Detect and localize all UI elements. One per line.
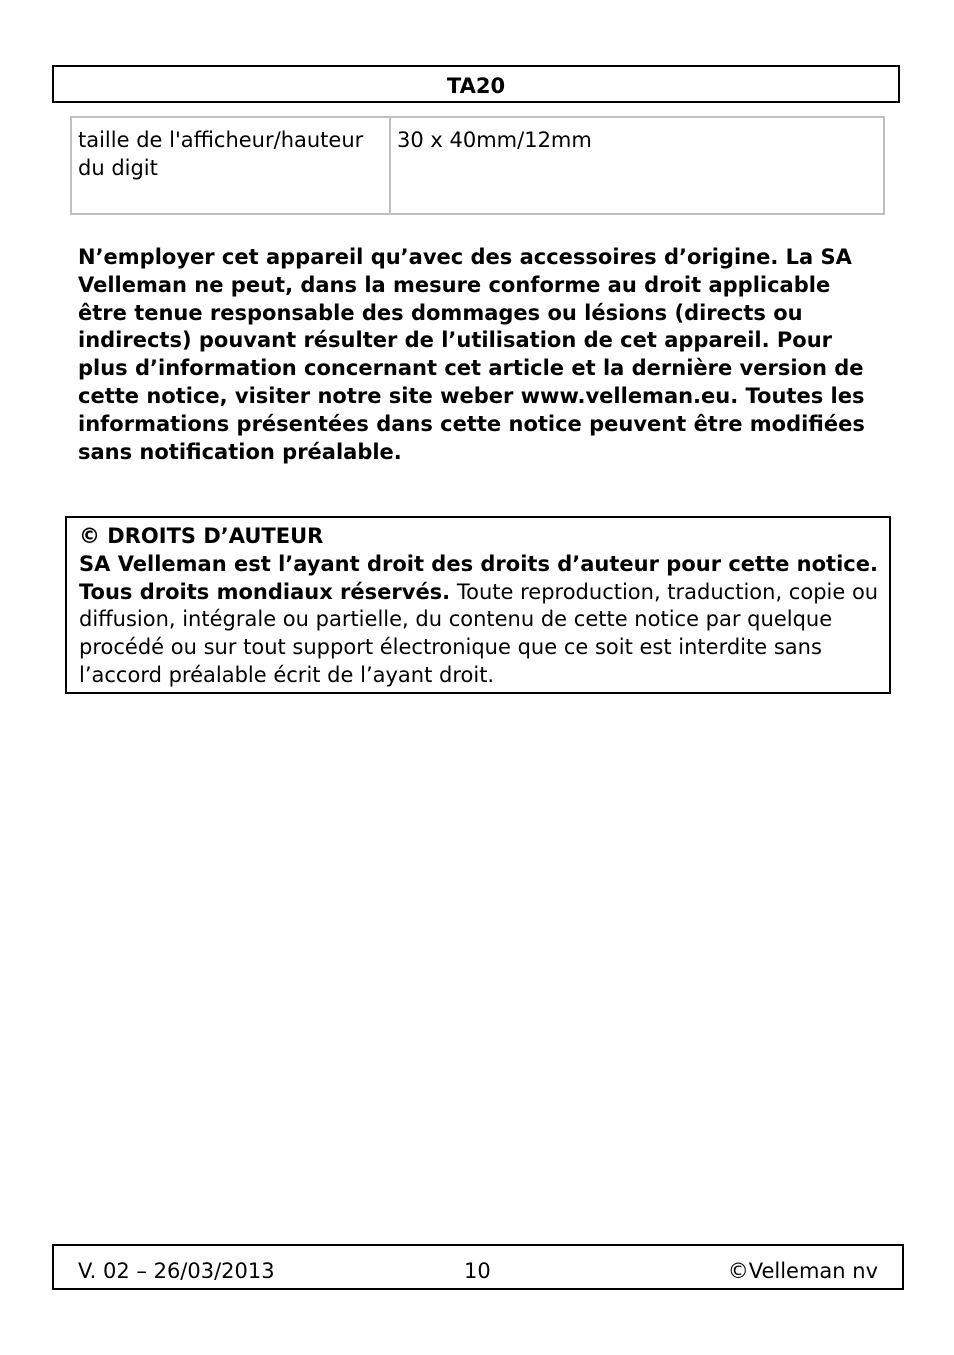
table-row xyxy=(71,117,884,214)
footer-version: V. 02 – 26/03/2013 xyxy=(78,1259,275,1283)
model-title: TA20 xyxy=(446,74,506,98)
copyright-body-text: Toute reproduction, traduction, copie ou diffusion, intégrale ou partielle, du contenu de cette notice par quelque procédé ou sur tout support électronique que ce soit est interdite sans l’accord préalable écrit de l’ayant droit. xyxy=(79,579,879,687)
spec-label: taille de l'afficheur/hauteur du digit xyxy=(71,117,390,214)
copyright-bold-text: SA Velleman est l’ayant droit des droits d’auteur pour cette notice. Tous droits mondiaux réservés. xyxy=(79,551,878,604)
disclaimer-paragraph: N’employer cet appareil qu’avec des accessoires d’origine. La SA Velleman ne peut, dans la mesure conforme au droit applicable être tenue responsable des dommages ou lésions (directs ou indirects) pouvant résulter de l’utilisation de cet appareil. Pour plus d’information concernant cet article et la dernière version de cette notice, visiter notre site weber www.velleman.eu. Toutes les informations présentées dans cette notice peuvent être modifiées sans notification préalable. xyxy=(78,245,865,464)
page-footer xyxy=(52,1244,904,1290)
footer-page-number: 10 xyxy=(464,1259,491,1283)
document-header xyxy=(52,65,900,103)
spec-table xyxy=(70,116,885,215)
footer-company: ©Velleman nv xyxy=(727,1259,878,1283)
spec-value: 30 x 40mm/12mm xyxy=(390,117,884,214)
copyright-title: © DROITS D’AUTEUR xyxy=(79,524,324,548)
copyright-notice xyxy=(65,516,891,694)
